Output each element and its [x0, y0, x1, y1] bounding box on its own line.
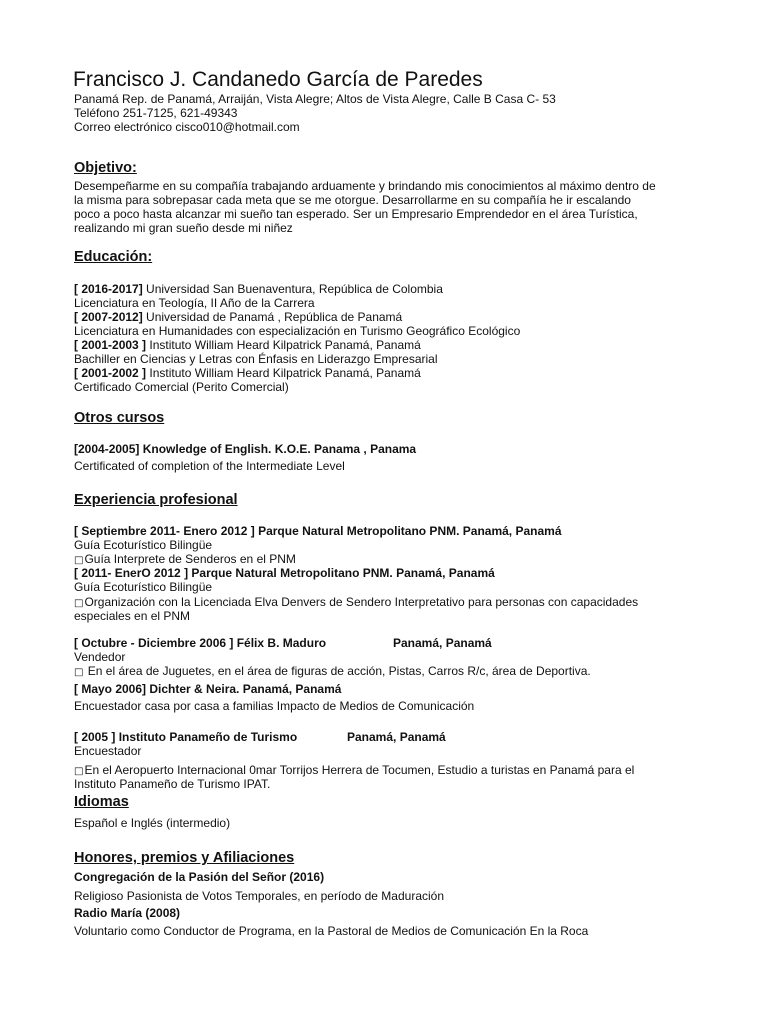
job-3-place: Panamá, Panamá: [393, 636, 492, 650]
education-heading: Educación:: [74, 249, 153, 265]
objective-line-1: Desempeñarme en su compañía trabajando arduamente y brindando mis conocimientos al máximo dentro de: [74, 179, 656, 193]
education-period-2: [ 2007-2012]: [74, 310, 143, 324]
honors-heading: Honores, premios y Afiliaciones: [74, 850, 295, 866]
job-5-role: Encuestador: [74, 744, 142, 758]
phone-line: Teléfono 251-7125, 621-49343: [74, 106, 238, 120]
education-item-4: [74, 366, 708, 380]
education-degree-3: Bachiller en Ciencias y Letras con Énfasis en Liderazgo Empresarial: [74, 352, 438, 366]
job-5-bullet-text: En el Aeropuerto Internacional 0mar Torrijos Herrera de Tocumen, Estudio a turistas en Panamá para el: [84, 763, 635, 777]
honor-2-description: Voluntario como Conductor de Programa, en la Pastoral de Medios de Comunicación En la Roca: [74, 924, 589, 938]
job-4-role: Encuestador casa por casa a familias Impacto de Medios de Comunicación: [74, 699, 475, 713]
education-period-3: [ 2001-2003 ]: [74, 338, 147, 352]
job-3-bullet: [74, 664, 708, 680]
job-1-title: [ Septiembre 2011- Enero 2012 ] Parque Natural Metropolitano PNM. Panamá, Panamá: [74, 524, 562, 538]
checkbox-bullet-icon: □: [74, 766, 84, 777]
education-item-1: [74, 282, 708, 296]
education-period-1: [ 2016-2017]: [74, 282, 143, 296]
education-place-1: Universidad San Buenaventura, República de Colombia: [142, 282, 443, 296]
objective-line-4: realizando mi gran sueño desde mi niñez: [74, 221, 293, 235]
job-2-bullet-text: Organización con la Licenciada Elva Denvers de Sendero Interpretativo para personas con capacidades: [84, 595, 639, 609]
languages-text: Español e Inglés (intermedio): [74, 816, 231, 830]
job-1-role: Guía Ecoturístico Bilingüe: [74, 538, 213, 552]
job-2-title: [ 2011- EnerO 2012 ] Parque Natural Metropolitano PNM. Panamá, Panamá: [74, 566, 495, 580]
courses-heading: Otros cursos: [74, 410, 165, 426]
objective-line-3: poco a poco hasta alcanzar mi sueño tan esperado. Ser un Empresario Emprendedor en el área Turística,: [74, 207, 638, 221]
job-1-bullet-text: Guía Interprete de Senderos en el PNM: [84, 552, 296, 566]
education-place-2: Universidad de Panamá , República de Panamá: [142, 310, 403, 324]
education-place-3: Instituto William Heard Kilpatrick Panamá, Panamá: [146, 338, 421, 352]
objective-heading: Objetivo:: [74, 160, 137, 176]
address-line: Panamá Rep. de Panamá, Arraiján, Vista Alegre; Altos de Vista Alegre, Calle B Casa C- 53: [74, 92, 556, 106]
checkbox-bullet-icon: □: [74, 598, 84, 609]
job-5-title: [74, 730, 708, 744]
education-place-4: Instituto William Heard Kilpatrick Panamá, Panamá: [146, 366, 421, 380]
job-2-bullet-continued: especiales en el PNM: [74, 609, 191, 623]
job-3-bullet-text: En el área de Juguetes, en el área de figuras de acción, Pistas, Carros R/c, área de Deportiva.: [84, 664, 591, 678]
job-3-period: [ Octubre - Diciembre 2006 ] Félix B. Maduro: [74, 636, 327, 650]
job-3-role: Vendedor: [74, 650, 126, 664]
candidate-name: Francisco J. Candanedo García de Paredes: [73, 68, 483, 91]
languages-heading: Idiomas: [74, 794, 129, 810]
checkbox-bullet-icon: □: [74, 667, 84, 678]
job-3-title: [74, 636, 708, 650]
job-2-role: Guía Ecoturístico Bilingüe: [74, 580, 213, 594]
job-5-bullet-continued: Instituto Panameño de Turismo IPAT.: [74, 777, 271, 791]
education-period-4: [ 2001-2002 ]: [74, 366, 147, 380]
experience-heading: Experiencia profesional: [74, 492, 238, 508]
education-degree-4: Certificado Comercial (Perito Comercial): [74, 380, 289, 394]
education-item-3: [74, 338, 708, 352]
honor-2-title: Radio María (2008): [74, 906, 181, 920]
honor-1-title: Congregación de la Pasión del Señor (2016): [74, 870, 325, 884]
education-item-2: [74, 310, 708, 324]
email-line: Correo electrónico cisco010@hotmail.com: [74, 120, 300, 134]
checkbox-bullet-icon: □: [74, 555, 84, 566]
course-title: [2004-2005] Knowledge of English. K.O.E. Panama , Panama: [74, 442, 417, 456]
honor-1-description: Religioso Pasionista de Votos Temporales, en período de Maduración: [74, 889, 445, 903]
education-degree-2: Licenciatura en Humanidades con especialización en Turismo Geográfico Ecológico: [74, 324, 521, 338]
job-5-period: [ 2005 ] Instituto Panameño de Turismo: [74, 730, 298, 744]
job-4-title: [ Mayo 2006] Dichter & Neira. Panamá, Panamá: [74, 682, 342, 696]
objective-line-2: la misma para sobrepasar cada meta que se me otorgue. Desarrollarme en su compañía he ir escalando: [74, 193, 631, 207]
education-degree-1: Licenciatura en Teología, II Año de la Carrera: [74, 296, 315, 310]
course-description: Certificated of completion of the Intermediate Level: [74, 459, 345, 473]
job-5-place: Panamá, Panamá: [347, 730, 446, 744]
